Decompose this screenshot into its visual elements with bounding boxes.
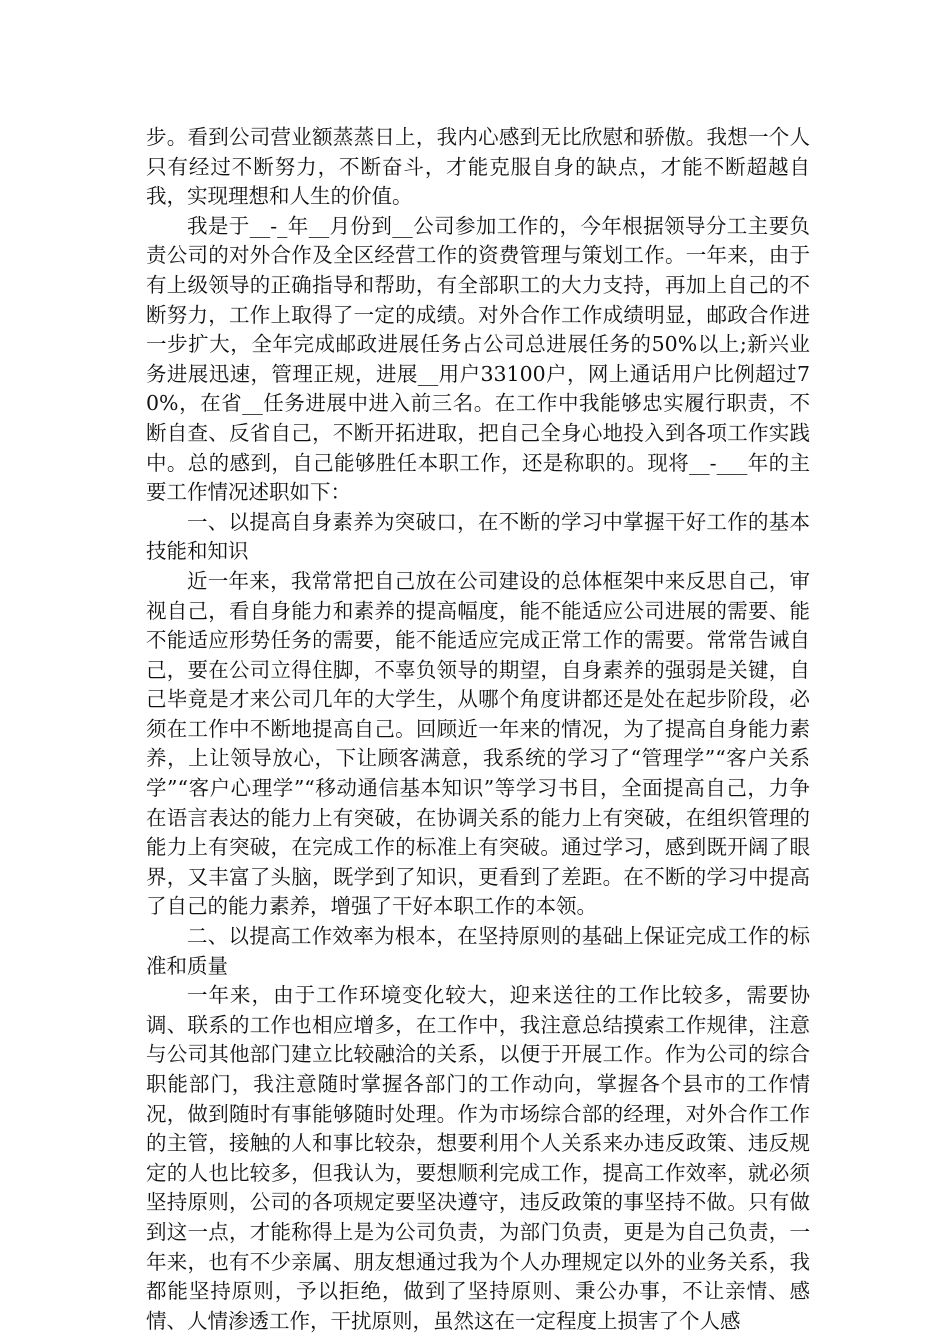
paragraph-continuation: 步。看到公司营业额蒸蒸日上，我内心感到无比欣慰和骄傲。我想一个人只有经过不断努力，不断奋斗，才能克服自身的缺点，才能不断超越自我，实现理想和人生的价值。 (146, 125, 810, 209)
document-body (146, 123, 810, 1336)
paragraph-section-1: 近一年来，我常常把自己放在公司建设的总体框架中来反思自己，审视自己，看自身能力和素养的提高幅度，能不能适应公司进展的需要、能不能适应形势任务的需要，能不能适应完成正常工作的需要。常常告诫自己，要在公司立得住脚，不辜负领导的期望，自身素养的强弱是关键，自己毕竟是才来公司几年的大学生，从哪个角度讲都还是处在起步阶段，必须在工作中不断地提高自己。回顾近一年来的情况，为了提高自身能力素养，上让领导放心，下让顾客满意，我系统的学习了“管理学”“客户关系学”“客户心理学”“移动通信基本知识”等学习书目，全面提高自己，力争在语言表达的能力上有突破，在协调关系的能力上有突破，在组织管理的能力上有突破，在完成工作的标准上有突破。通过学习，感到既开阔了眼界，又丰富了头脑，既学到了知识，更看到了差距。在不断的学习中提高了自己的能力素养，增强了干好本职工作的本领。 (146, 568, 810, 919)
section-heading-1: 一、以提高自身素养为突破口，在不断的学习中掌握干好工作的基本技能和知识 (146, 509, 810, 564)
section-heading-2: 二、以提高工作效率为根本，在坚持原则的基础上保证完成工作的标准和质量 (146, 924, 810, 978)
paragraph-section-2: 一年来，由于工作环境变化较大，迎来送往的工作比较多，需要协调、联系的工作也相应增多，在工作中，我注意总结摸索工作规律，注意与公司其他部门建立比较融洽的关系，以便于开展工作。作为公司的综合职能部门，我注意随时掌握各部门的工作动向，掌握各个县市的工作情况，做到随时有事能够随时处理。作为市场综合部的经理，对外合作工作的主管，接触的人和事比较杂，想要利用个人关系来办违反政策、违反规定的人也比较多，但我认为，要想顺利完成工作，提高工作效率，就必须坚持原则，公司的各项规定要坚决遵守，违反政策的事坚持不做。只有做到这一点，才能称得上是为公司负责，为部门负责，更是为自己负责，一年来，也有不少亲属、朋友想通过我为个人办理规定以外的业务关系，我都能坚持原则，予以拒绝，做到了坚持原则、秉公办事，不让亲情、感情、人情渗透工作，干扰原则，虽然这在一定程度上损害了个人感 (146, 983, 810, 1333)
paragraph-intro: 我是于__-_年__月份到__公司参加工作的，今年根据领导分工主要负责公司的对外合作及全区经营工作的资费管理与策划工作。一年来，由于有上级领导的正确指导和帮助，有全部职工的大力支持，再加上自己的不断努力，工作上取得了一定的成绩。对外合作工作成绩明显，邮政合作进一步扩大，全年完成邮政进展任务占公司总进展任务的50%以上;新兴业务进展迅速，管理正规，进展__用户33100户，网上通话用户比例超过70%，在省__任务进展中进入前三名。在工作中我能够忠实履行职责，不断自查、反省自己，不断开拓进取，把自己全身心地投入到各项工作实践中。总的感到，自己能够胜任本职工作，还是称职的。现将__-___年的主要工作情况述职如下： (146, 213, 810, 505)
